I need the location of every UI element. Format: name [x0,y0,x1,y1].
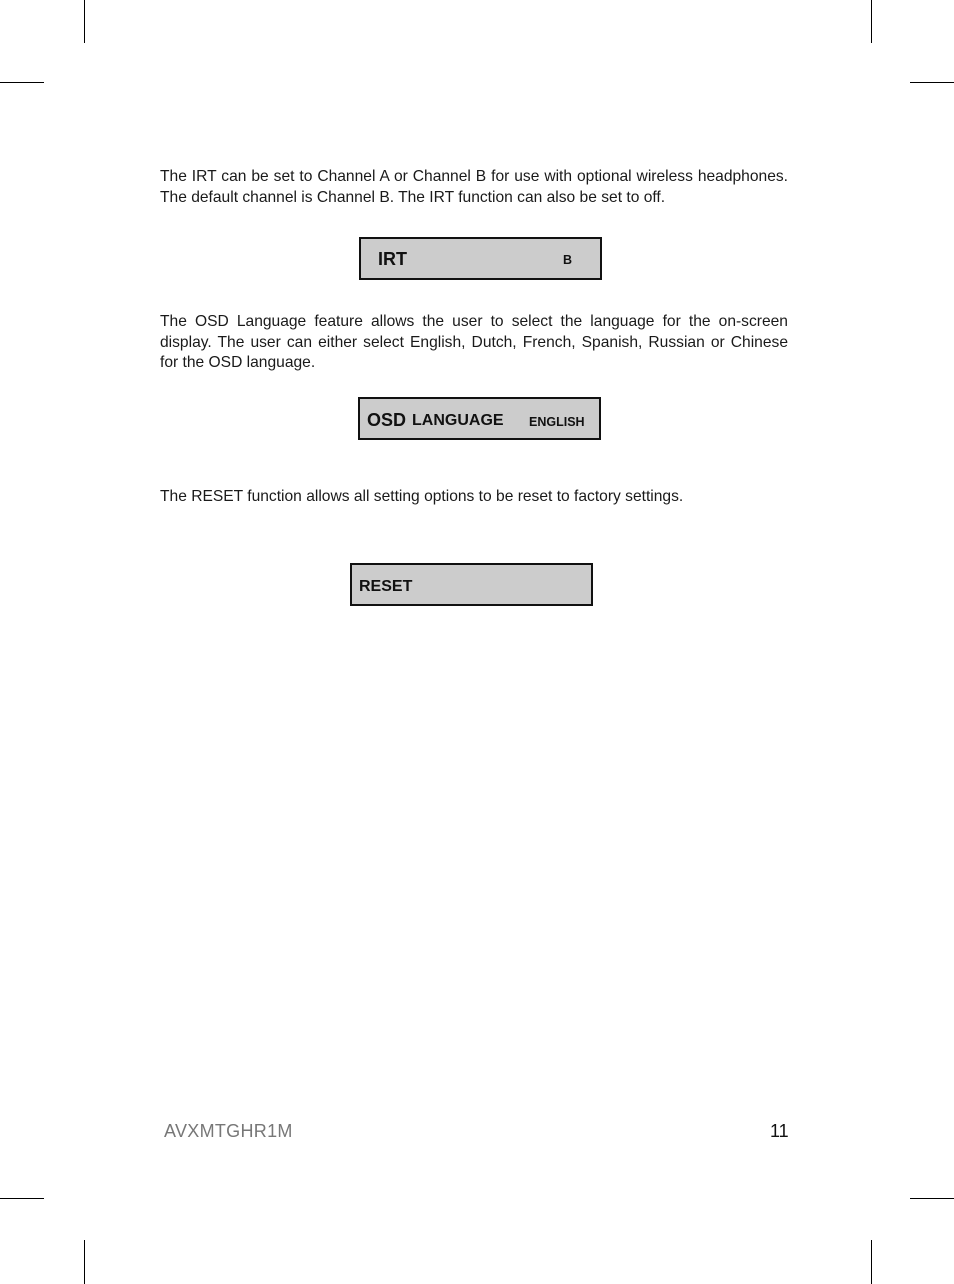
model-number: AVXMTGHR1M [164,1121,293,1141]
osd-language-value: ENGLISH [529,415,585,429]
irt-description: The IRT can be set to Channel A or Channel B for use with optional wireless headphones. The default channel is Channel B. The IRT function can also be set to off. [160,168,788,206]
reset-osd-box [350,563,593,606]
irt-label: IRT [378,249,407,269]
crop-mark [910,82,954,83]
reset-description: The RESET function allows all setting options to be reset to factory settings. [160,488,684,505]
crop-mark [871,1240,872,1284]
crop-mark [84,1240,85,1284]
crop-mark [0,82,44,83]
crop-mark [84,0,85,43]
crop-mark [871,0,872,43]
osd-language-label-rest: LANGUAGE [412,412,504,429]
reset-label: RESET [359,578,413,595]
crop-mark [910,1198,954,1199]
page-number: 11 [770,1121,789,1141]
osd-language-label-prefix: OSD [367,410,407,430]
irt-osd-box [359,237,602,280]
crop-mark [0,1198,44,1199]
irt-value: B [563,253,573,267]
osd-language-osd-box [358,397,601,440]
osd-language-description: The OSD Language feature allows the user to select the language for the on-screen display. The user can either select English, Dutch, French, Spanish, Russian or Chinese for the OSD language. [160,313,788,371]
